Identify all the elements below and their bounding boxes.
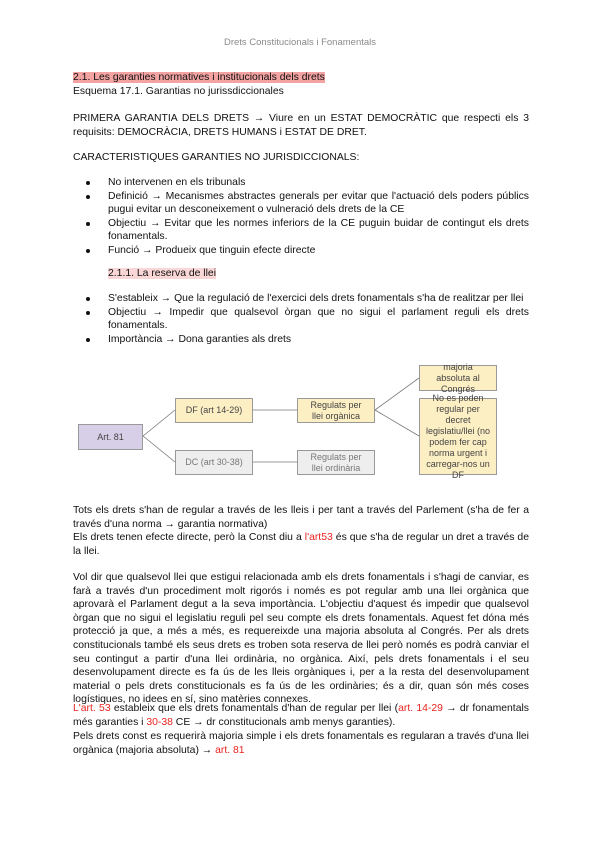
page-header: Drets Constitucionals i Fonamentals: [223, 37, 377, 48]
diagram-node-art81: Art. 81: [78, 424, 143, 450]
diagram-node-ordinaria: Regulats per llei ordinària: [297, 450, 375, 475]
paragraph-all-rights: Tots els drets s'han de regular a través de les lleis i per tant a través del Parlement (s'ha de fer a través d'una norma → garantia normativa): [73, 505, 529, 530]
text: CE → dr constitucionals amb menys garanties).: [172, 716, 396, 728]
text: Pels drets const es requerirà majoria simple i els drets fonamentals es regularan a través d'una llei orgànica (majoria absoluta) →: [73, 731, 529, 756]
paragraph-explanation: Vol dir que qualsevol llei que estigui relacionada amb els drets fonamentals i s'hagi de canviar, es farà a través d'un procediment molt rigorós i només es pot regular amb una llei orgànica que aprovarà el Parlament degut a la seva importància. L'objectiu d'aquest és impedir que qualsevol òrgan que no sigui el legislatiu reguli pel seu compte els drets fonamentals. Aquest fet dóna més protecció ja que, a més a més, es requereixde una majoria absoluta al Congrés. Per als drets constitucionals també els seus drets es troben sota reserva de llei però només es podrà canviar el seu contingut a partir d'una llei ordinària, no orgànica. Així, pels drets fonamentals i el seu desenvolupament directe es fa ús de les lleis orgàniques i, per a la resta del desenvolupament material o pels drets constitucionals es fa ús de les ordinàries; és a dir, quan són més coses logístiques, no idees en sí, sino matèries connexes.: [73, 572, 529, 706]
reference: L'art. 53: [73, 703, 111, 714]
diagram-node-df: DF (art 14-29): [175, 398, 253, 423]
list-item: No intervenen en els tribunals: [108, 176, 529, 190]
diagram-node-decret: No es poden regular per decret legislatiu/llei (no podem fer cap norma urgent i carregar-nos un DF: [419, 398, 497, 475]
text: és que s'ha de regular un dret a través de la llei.: [73, 532, 529, 557]
text: → dr fonamentals més garanties i: [73, 703, 529, 728]
reference: 30-38: [146, 716, 173, 728]
text: estableix que els drets fonamentals d'han de regular per llei (: [110, 703, 399, 714]
text: Els drets tenen efecte directe, però la Const diu a: [73, 532, 305, 543]
list-item: Objectiu → Impedir que qualsevol òrgan que no sigui el parlament reguli els drets fonamentals.: [108, 306, 529, 332]
reference-art53: l'art53: [304, 532, 333, 543]
list-item: Funció → Produeix que tinguin efecte directe: [108, 244, 529, 258]
reserve-list-block: [73, 292, 529, 346]
list-item: Definició → Mecanismes abstractes generals per evitar que l'actuació dels poders públics pugui evitar un desconeixement o vulneració dels drets de la CE: [108, 190, 529, 216]
reference: art. 14-29: [398, 703, 443, 714]
diagram-node-organica: Regulats per llei orgànica: [297, 398, 375, 423]
list-item: Objectiu → Evitar que les normes inferiors de la CE puguin buidar de contingut els drets fonamentals.: [108, 217, 529, 243]
subsection-heading: 2.1.1. La reserva de llei: [108, 268, 217, 279]
paragraph-characteristics-title: CARACTERISTIQUES GARANTIES NO JURISDICCIONALS:: [73, 152, 360, 163]
paragraph-first-guarantee: PRIMERA GARANTIA DELS DRETS → Viure en un ESTAT DEMOCRÀTIC que respecti els 3 requisits: DEMOCRÀCIA, DRETS HUMANS i ESTAT DE DRET.: [73, 113, 529, 138]
diagram-node-dc: DC (art 30-38): [175, 450, 253, 475]
section-heading: 2.1. Les garanties normatives i institucionals dels drets: [73, 72, 325, 83]
schema-subtitle: Esquema 17.1. Garantias no jurissdiccionales: [73, 85, 284, 97]
paragraph-direct-effect: [73, 531, 529, 558]
list-item: S'estableix → Que la regulació de l'exercici dels drets fonamentals s'ha de realitzar per llei: [108, 292, 529, 306]
diagram-node-majoria: majoria absoluta al Congrés: [419, 365, 497, 391]
section-heading-block: [73, 71, 529, 98]
paragraph-majority: [73, 730, 529, 757]
characteristics-list-block: [73, 176, 529, 258]
characteristics-list: [73, 176, 529, 258]
list-item: Importància → Dona garanties als drets: [108, 333, 529, 347]
subheading-block: [108, 267, 216, 281]
reference: art. 81: [215, 744, 245, 756]
reserve-list: [73, 292, 529, 346]
paragraph-art53: [73, 702, 529, 729]
